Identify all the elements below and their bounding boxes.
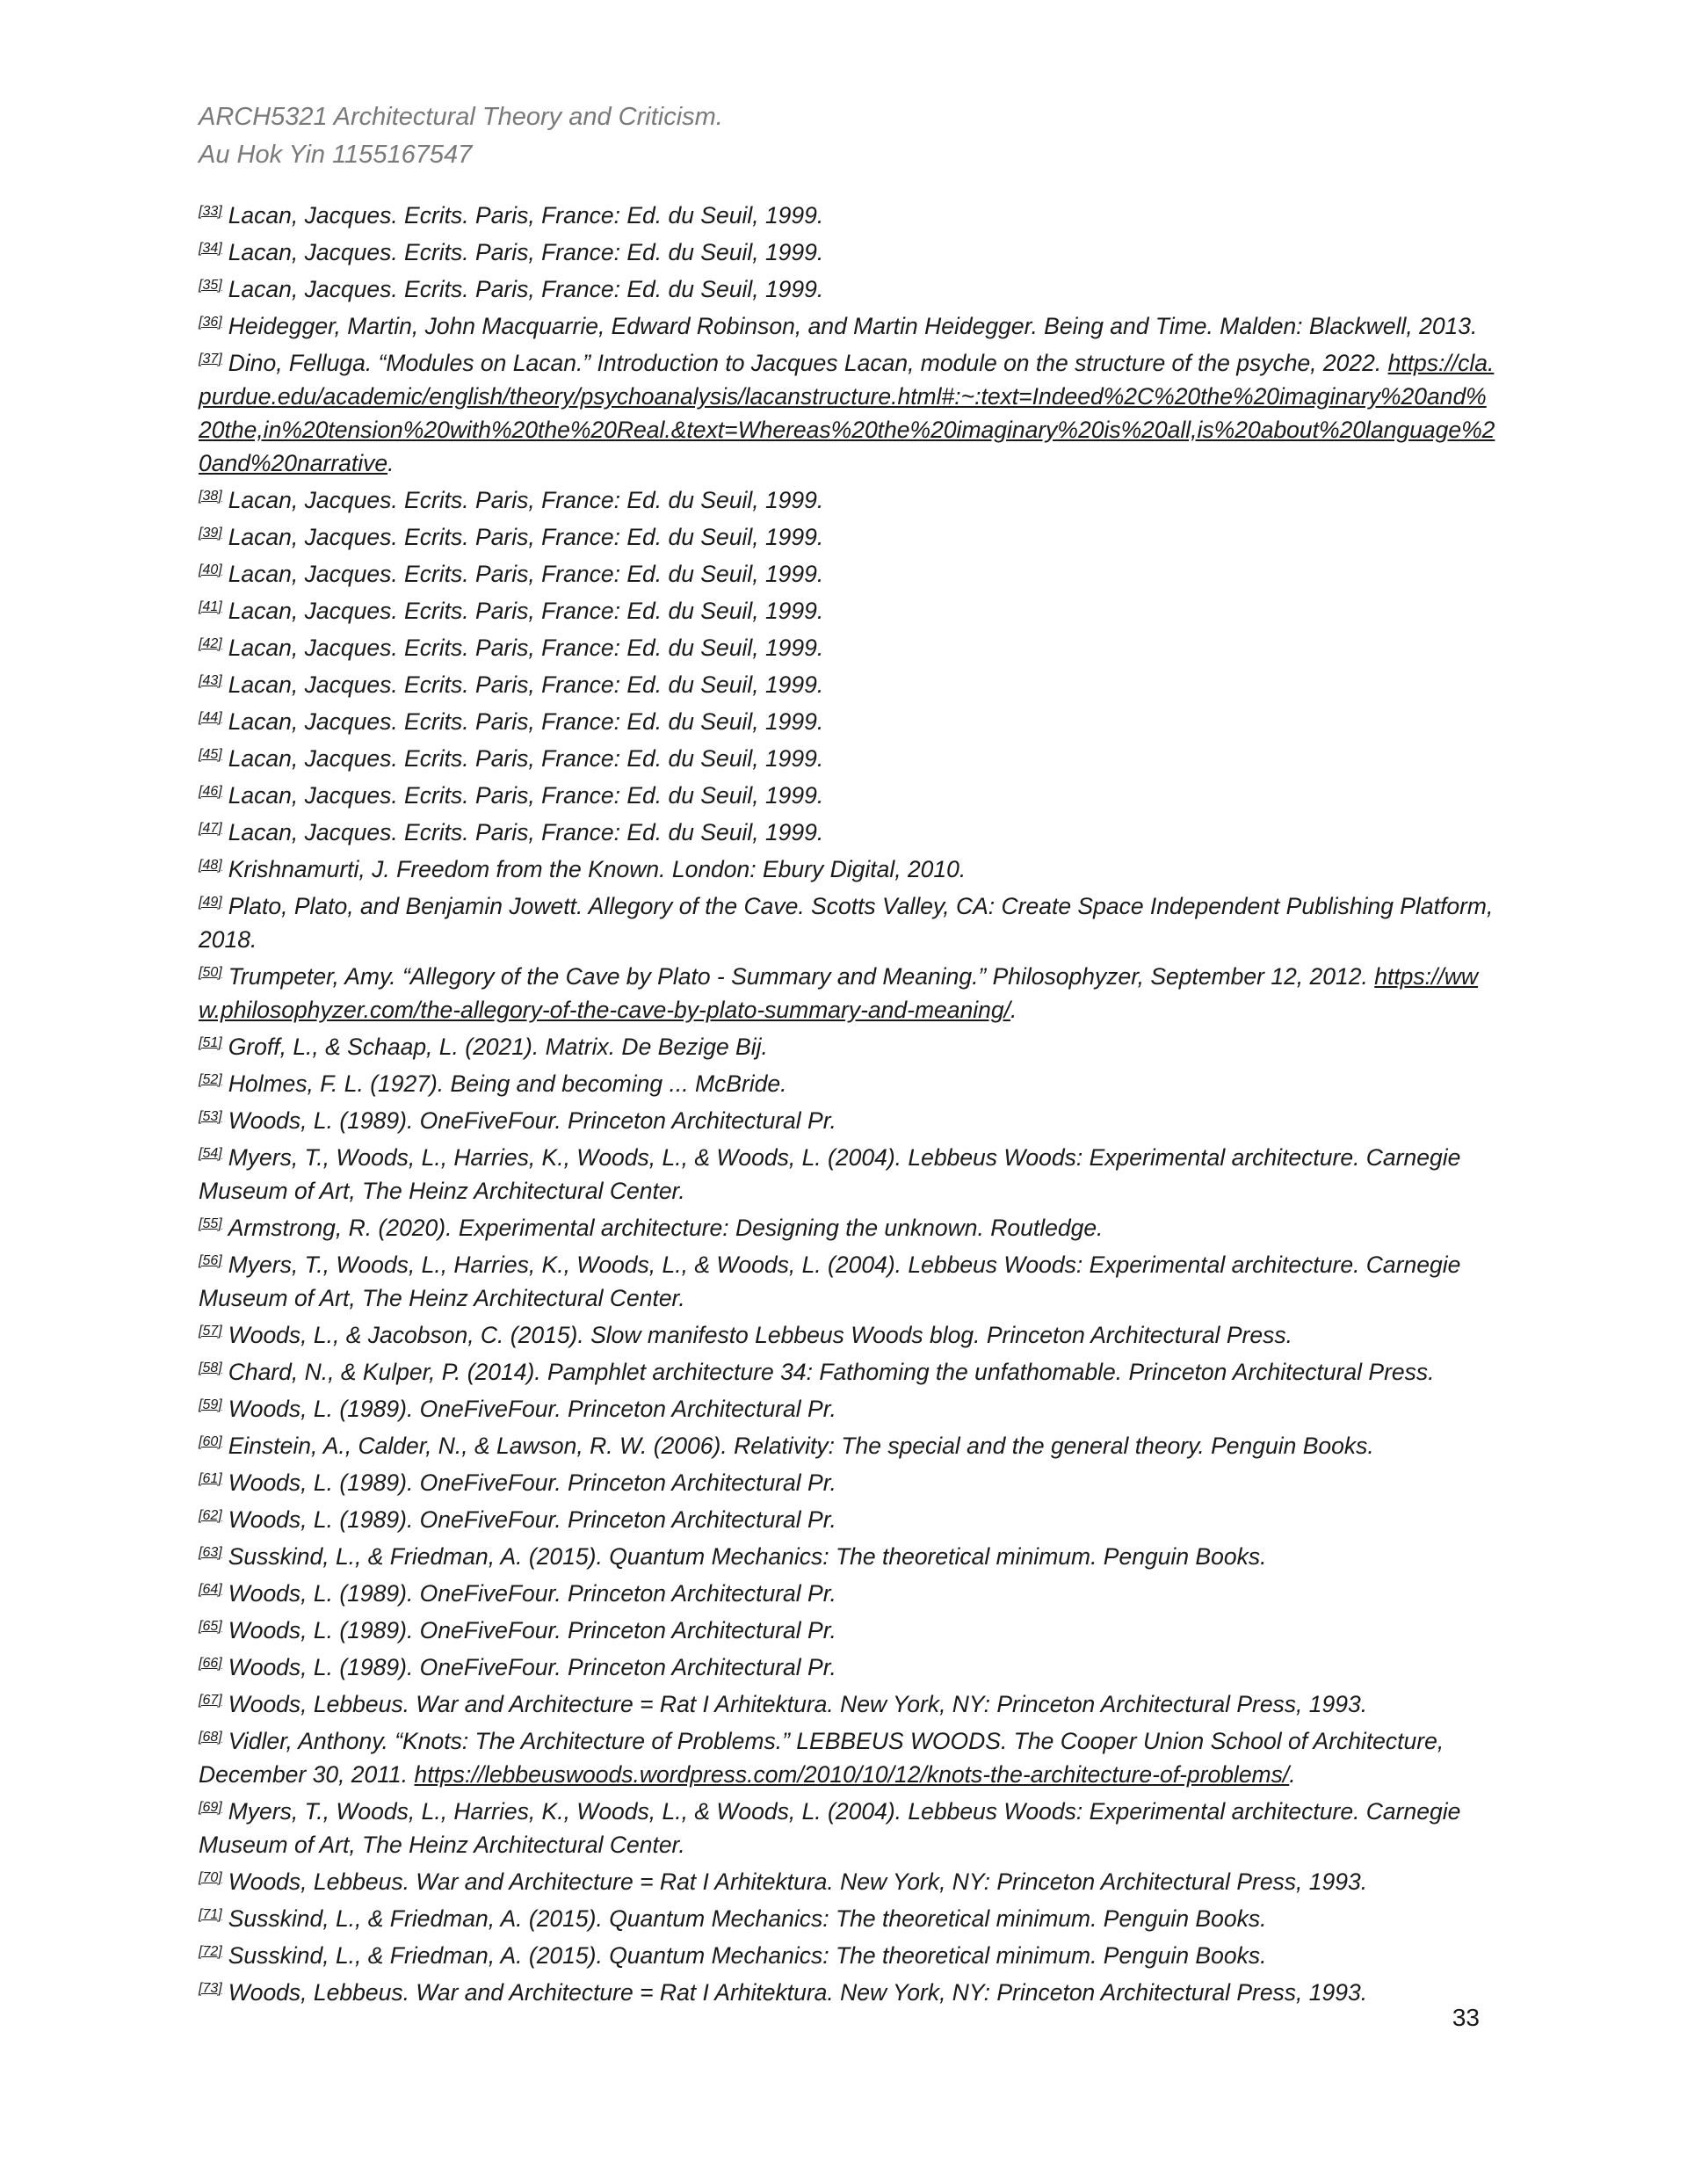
footnote [199,886,1499,956]
footnote [199,1791,1499,1861]
footnote-text: Myers, T., Woods, L., Harries, K., Woods, L., & Woods, L. (2004). Lebbeus Woods: Experimental architecture. Carnegie Museum of Art, The Heinz Architectural Center. [199,1798,1461,1858]
footnote-text: Holmes, F. L. (1927). Being and becoming ... McBride. [228,1070,787,1097]
footnote-text: Woods, L. (1989). OneFiveFour. Princeton Architectural Pr. [228,1654,836,1680]
footnote-ref-link[interactable]: [49] [199,895,222,910]
footnote-ref-link[interactable]: [41] [199,599,222,614]
footnote-text: Woods, Lebbeus. War and Architecture = Rat I Arhitektura. New York, NY: Princeton Architectural Press, 1993. [228,1979,1368,2006]
footnote [199,1315,1499,1352]
footnote-text: Lacan, Jacques. Ecrits. Paris, France: Ed. du Seuil, 1999. [228,782,824,809]
footnote [199,701,1499,738]
footnote [199,1462,1499,1499]
page-number: 33 [1452,2004,1480,2031]
footnote-ref-link[interactable]: [35] [199,278,222,293]
footnote-text: Heidegger, Martin, John Macquarrie, Edward Robinson, and Martin Heidegger. Being and Time. Malden: Blackwell, 2013. [228,313,1478,339]
footnote-text: Lacan, Jacques. Ecrits. Paris, France: Ed. du Seuil, 1999. [228,239,824,265]
footnote-text: Groff, L., & Schaap, L. (2021). Matrix. De Bezige Bij. [228,1034,768,1060]
footnote-text: Woods, L. (1989). OneFiveFour. Princeton Architectural Pr. [228,1107,836,1134]
footnote-url-link[interactable]: https://cla.purdue.edu/academic/english/theory/psychoanalysis/lacanstructure.html#:~:text=Indeed%2C%20the%20imaginary%20and%20the,in%20tension%20with%20the%20Real.&text=Whereas%20the%20imaginary%20is%20all,is%20about%20language%20and%20narrative [199,350,1495,476]
footnote-text: Susskind, L., & Friedman, A. (2015). Quantum Mechanics: The theoretical minimum. Penguin Books. [228,1905,1267,1932]
footnote-ref-link[interactable]: [67] [199,1693,222,1708]
footnote-ref-link[interactable]: [42] [199,636,222,651]
footnote-text: Einstein, A., Calder, N., & Lawson, R. W. (2006). Relativity: The special and the general theory. Penguin Books. [228,1433,1374,1459]
footnote-ref-link[interactable]: [37] [199,352,222,366]
footnote [199,232,1499,269]
footnote-url-link[interactable]: https://lebbeuswoods.wordpress.com/2010/10/12/knots-the-architecture-of-problems/ [414,1761,1290,1788]
footnote-text: Lacan, Jacques. Ecrits. Paris, France: Ed. du Seuil, 1999. [228,671,824,698]
footnote-text: Susskind, L., & Friedman, A. (2015). Quantum Mechanics: The theoretical minimum. Penguin Books. [228,1942,1267,1969]
author-line: Au Hok Yin 1155167547 [199,141,473,169]
page-header [199,98,723,174]
footnote [199,591,1499,628]
footnote [199,1208,1499,1244]
footnote-ref-link[interactable]: [62] [199,1508,222,1523]
footnote [199,1610,1499,1647]
footnote-ref-link[interactable]: [36] [199,315,222,330]
footnote-text: Lacan, Jacques. Ecrits. Paris, France: Ed. du Seuil, 1999. [228,635,824,661]
footnote [199,738,1499,775]
footnote [199,1536,1499,1573]
footnote-ref-link[interactable]: [46] [199,784,222,799]
footnote-ref-link[interactable]: [53] [199,1109,222,1124]
footnote-text: Lacan, Jacques. Ecrits. Paris, France: Ed. du Seuil, 1999. [228,598,824,624]
footnote [199,1389,1499,1426]
footnote [199,269,1499,306]
footnote-ref-link[interactable]: [51] [199,1035,222,1050]
footnote [199,1352,1499,1389]
footnote [199,1972,1499,2009]
footnote [199,812,1499,849]
footnote [199,1647,1499,1684]
footnote [199,664,1499,701]
footnote-text: Lacan, Jacques. Ecrits. Paris, France: Ed. du Seuil, 1999. [228,745,824,772]
footnote-text: Vidler, Anthony. “Knots: The Architecture of Problems.” LEBBEUS WOODS. The Cooper Union School of Architecture, December 30, 2011. [199,1728,1444,1788]
footnote [199,849,1499,886]
footnote-ref-link[interactable]: [61] [199,1471,222,1486]
footnote-ref-link[interactable]: [57] [199,1324,222,1339]
footnote [199,1027,1499,1063]
footnote-text: Trumpeter, Amy. “Allegory of the Cave by Plato - Summary and Meaning.” Philosophyzer, September 12, 2012. [228,963,1375,990]
footnote [199,628,1499,664]
footnote-trailing-punctuation: . [1010,997,1017,1023]
footnote-ref-link[interactable]: [43] [199,673,222,688]
footnote-text: Woods, L. (1989). OneFiveFour. Princeton Architectural Pr. [228,1469,836,1496]
footnote-ref-link[interactable]: [69] [199,1800,222,1815]
footnote [199,1898,1499,1935]
footnote-list [199,195,1499,2009]
footnote-ref-link[interactable]: [39] [199,526,222,541]
footnote [199,517,1499,554]
footnote [199,306,1499,343]
footnote-ref-link[interactable]: [55] [199,1216,222,1231]
footnote-text: Woods, L., & Jacobson, C. (2015). Slow manifesto Lebbeus Woods blog. Princeton Architectural Press. [228,1322,1292,1348]
footnote [199,1499,1499,1536]
footnote-ref-link[interactable]: [38] [199,489,222,504]
footnote-trailing-punctuation: . [387,450,395,476]
footnote [199,480,1499,517]
footnote-text: Woods, Lebbeus. War and Architecture = Rat I Arhitektura. New York, NY: Princeton Architectural Press, 1993. [228,1691,1368,1717]
footnote-text: Woods, Lebbeus. War and Architecture = Rat I Arhitektura. New York, NY: Princeton Architectural Press, 1993. [228,1868,1368,1895]
footnote-text: Myers, T., Woods, L., Harries, K., Woods, L., & Woods, L. (2004). Lebbeus Woods: Experimental architecture. Carnegie Museum of Art, The Heinz Architectural Center. [199,1144,1461,1204]
footnote-ref-link[interactable]: [52] [199,1072,222,1087]
footnote-ref-link[interactable]: [44] [199,710,222,725]
footnote-text: Lacan, Jacques. Ecrits. Paris, France: Ed. du Seuil, 1999. [228,561,824,587]
footnote-ref-link[interactable]: [33] [199,204,222,219]
footnote-text: Krishnamurti, J. Freedom from the Known. London: Ebury Digital, 2010. [228,856,967,882]
footnote-ref-link[interactable]: [45] [199,747,222,762]
footnote [199,1861,1499,1898]
footnote [199,1244,1499,1315]
footnote-text: Lacan, Jacques. Ecrits. Paris, France: Ed. du Seuil, 1999. [228,708,824,735]
footnote-ref-link[interactable]: [40] [199,562,222,577]
course-title: ARCH5321 Architectural Theory and Criticism. [199,103,723,131]
footnote [199,1426,1499,1462]
footnote-ref-link[interactable]: [58] [199,1360,222,1375]
footnote-ref-link[interactable]: [66] [199,1656,222,1671]
footnote-ref-link[interactable]: [56] [199,1253,222,1268]
footnote-text: Lacan, Jacques. Ecrits. Paris, France: Ed. du Seuil, 1999. [228,524,824,550]
footnote-ref-link[interactable]: [70] [199,1870,222,1885]
footnote [199,775,1499,812]
footnote-ref-link[interactable]: [68] [199,1730,222,1745]
footnote-text: Chard, N., & Kulper, P. (2014). Pamphlet architecture 34: Fathoming the unfathomable. Princeton Architectural Press. [228,1359,1435,1385]
footnote [199,343,1499,480]
footnote-ref-link[interactable]: [71] [199,1907,222,1922]
footnote-text: Woods, L. (1989). OneFiveFour. Princeton Architectural Pr. [228,1580,836,1607]
footnote-ref-link[interactable]: [59] [199,1397,222,1412]
footnote [199,554,1499,591]
footnote-ref-link[interactable]: [47] [199,821,222,836]
footnote-text: Armstrong, R. (2020). Experimental architecture: Designing the unknown. Routledge. [228,1215,1104,1241]
footnote-ref-link[interactable]: [65] [199,1619,222,1634]
footnote [199,1100,1499,1137]
footnote-text: Plato, Plato, and Benjamin Jowett. Allegory of the Cave. Scotts Valley, CA: Create Space Independent Publishing Platform, 2018. [199,893,1494,953]
footnote-text: Lacan, Jacques. Ecrits. Paris, France: Ed. du Seuil, 1999. [228,819,824,845]
footnote-ref-link[interactable]: [73] [199,1981,222,1996]
footnote [199,1721,1499,1791]
footnote-ref-link[interactable]: [60] [199,1434,222,1449]
footnote-ref-link[interactable]: [34] [199,241,222,256]
footnote-text: Woods, L. (1989). OneFiveFour. Princeton Architectural Pr. [228,1617,836,1643]
footnote [199,195,1499,232]
footnote-ref-link[interactable]: [48] [199,858,222,873]
footnote-text: Dino, Felluga. “Modules on Lacan.” Introduction to Jacques Lacan, module on the structure of the psyche, 2022. [228,350,1388,376]
footnote-text: Lacan, Jacques. Ecrits. Paris, France: Ed. du Seuil, 1999. [228,276,824,302]
footnote-text: Susskind, L., & Friedman, A. (2015). Quantum Mechanics: The theoretical minimum. Penguin Books. [228,1543,1267,1570]
footnote-text: Lacan, Jacques. Ecrits. Paris, France: Ed. du Seuil, 1999. [228,202,824,229]
footnote-text: Lacan, Jacques. Ecrits. Paris, France: Ed. du Seuil, 1999. [228,487,824,513]
footnote-trailing-punctuation: . [1289,1761,1296,1788]
footnote [199,1573,1499,1610]
footnote-ref-link[interactable]: [64] [199,1582,222,1597]
footnote-text: Woods, L. (1989). OneFiveFour. Princeton Architectural Pr. [228,1396,836,1422]
footnote-ref-link[interactable]: [54] [199,1146,222,1161]
footnote-ref-link[interactable]: [50] [199,965,222,980]
footnote-ref-link[interactable]: [72] [199,1944,222,1959]
footnote-text: Myers, T., Woods, L., Harries, K., Woods, L., & Woods, L. (2004). Lebbeus Woods: Experimental architecture. Carnegie Museum of Art, The Heinz Architectural Center. [199,1252,1461,1311]
footnote [199,1137,1499,1208]
footnote [199,956,1499,1027]
footnote [199,1063,1499,1100]
footnote-url-link[interactable]: https://www.philosophyzer.com/the-allegory-of-the-cave-by-plato-summary-and-meaning/ [199,963,1479,1023]
footnote-ref-link[interactable]: [63] [199,1545,222,1560]
footnote-text: Woods, L. (1989). OneFiveFour. Princeton Architectural Pr. [228,1506,836,1533]
footnote [199,1935,1499,1972]
footnote [199,1684,1499,1721]
